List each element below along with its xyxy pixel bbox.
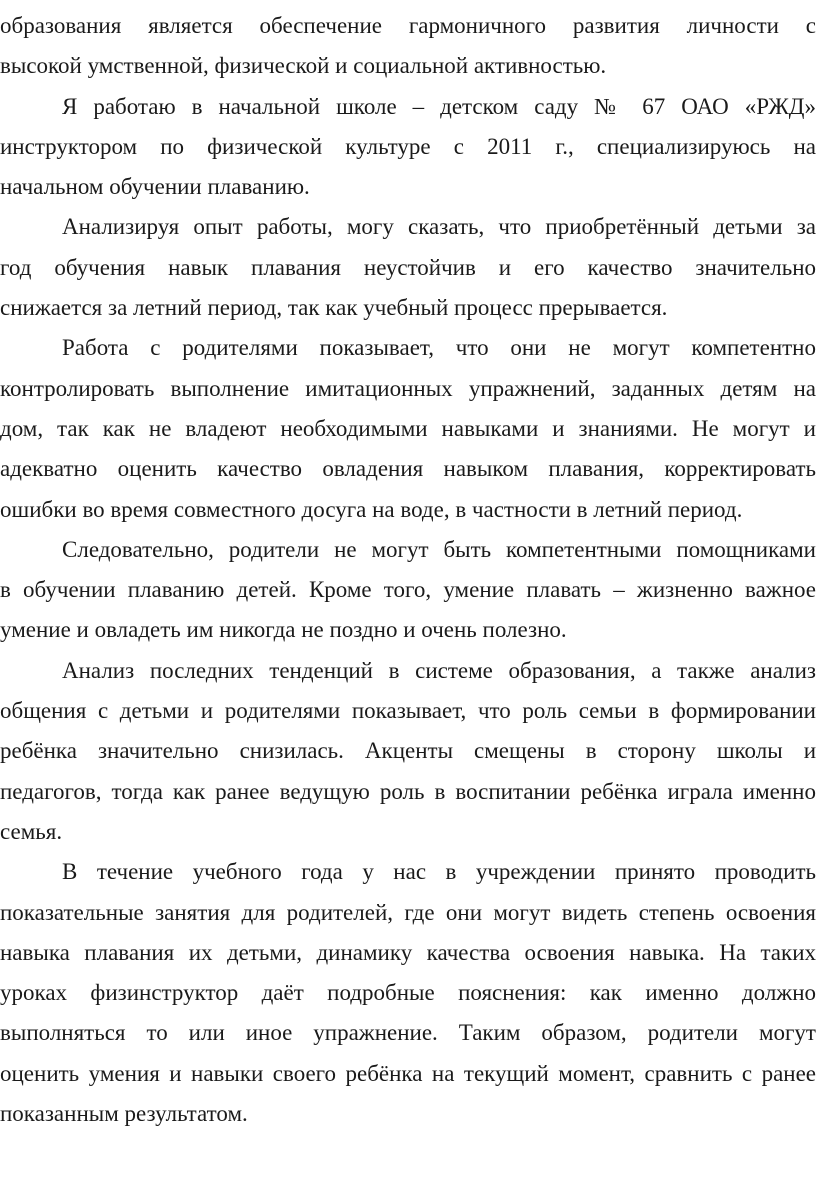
text-line: Анализируя опыт работы, могу сказать, что приобретённый детьми за: [62, 214, 816, 240]
paragraph-5: [0, 530, 816, 651]
text-line: В течение учебного года у нас в учреждении принято проводить: [62, 859, 816, 885]
paragraph-1: [0, 6, 816, 87]
text-line: показанным результатом.: [0, 1101, 248, 1127]
text-line: общения с детьми и родителями показывает, что роль семьи в формировании: [0, 698, 816, 724]
text-line: Следовательно, родители не могут быть компетентными помощниками: [62, 536, 816, 562]
text-line: оценить умения и навыки своего ребёнка на текущий момент, сравнить с ранее: [0, 1060, 816, 1086]
text-line: снижается за летний период, так как учебный процесс прерывается.: [0, 295, 668, 321]
text-line: адекватно оценить качество овладения навыком плавания, корректировать: [0, 456, 816, 482]
text-line: Работа с родителями показывает, что они не могут компетентно: [62, 335, 816, 361]
text-line: высокой умственной, физической и социальной активностью.: [0, 53, 607, 79]
text-line: начальном обучении плаванию.: [0, 174, 310, 200]
text-line: показательные занятия для родителей, где они могут видеть степень освоения: [0, 899, 816, 925]
paragraph-4: [0, 328, 816, 529]
text-line: Я работаю в начальной школе – детском саду № 67 ОАО «РЖД»: [62, 93, 816, 119]
paragraph-3: [0, 207, 816, 328]
paragraph-6: [0, 651, 816, 852]
text-line: навыка плавания их детьми, динамику качества освоения навыка. На таких: [0, 939, 816, 965]
text-line: ребёнка значительно снизилась. Акценты смещены в сторону школы и: [0, 738, 816, 764]
text-line: выполняться то или иное упражнение. Таким образом, родители могут: [0, 1020, 816, 1046]
text-line: ошибки во время совместного досуга на воде, в частности в летний период.: [0, 496, 743, 522]
paragraph-7: [0, 852, 816, 1134]
text-line: уроках физинструктор даёт подробные пояснения: как именно должно: [0, 980, 816, 1006]
text-line: контролировать выполнение имитационных упражнений, заданных детям на: [0, 375, 816, 401]
text-line: в обучении плаванию детей. Кроме того, умение плавать – жизненно важное: [0, 577, 816, 603]
text-line: педагогов, тогда как ранее ведущую роль в воспитании ребёнка играла именно: [0, 778, 816, 804]
text-line: Анализ последних тенденций в системе образования, а также анализ: [62, 657, 816, 683]
text-line: дом, так как не владеют необходимыми навыками и знаниями. Не могут и: [0, 415, 816, 441]
text-line: умение и овладеть им никогда не поздно и очень полезно.: [0, 617, 567, 643]
text-line: семья.: [0, 818, 63, 844]
text-line: инструктором по физической культуре с 2011 г., специализируюсь на: [0, 133, 816, 159]
document-page: [0, 6, 816, 1134]
paragraph-2: [0, 87, 816, 208]
text-line: образования является обеспечение гармоничного развития личности с: [0, 13, 816, 38]
text-line: год обучения навык плавания неустойчив и его качество значительно: [0, 254, 816, 280]
